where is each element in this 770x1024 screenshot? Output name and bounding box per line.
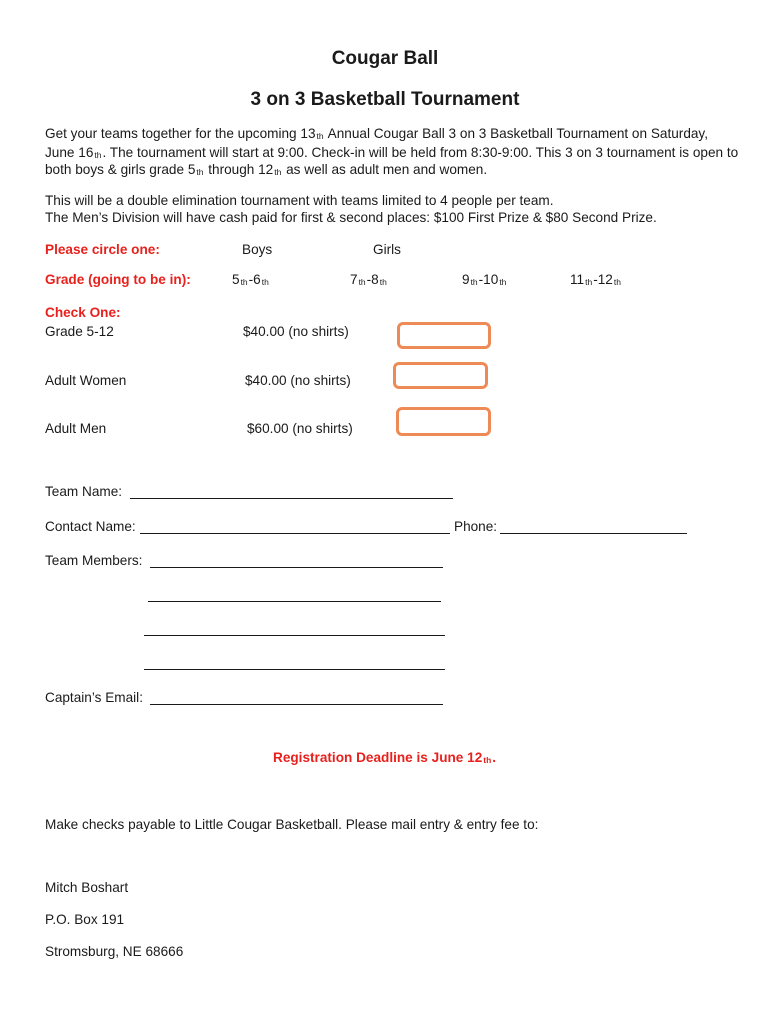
team-member-field-2[interactable] <box>148 601 441 602</box>
intro-line-2: June 16th. The tournament will start at 9:00. Check-in will be held from 8:30-9:00. This 3 on 3 tournament is open to <box>45 145 739 160</box>
option-girls[interactable]: Girls <box>373 242 401 257</box>
grade-option-5-6[interactable]: 5th-6th <box>232 272 269 287</box>
page-subtitle: 3 on 3 Basketball Tournament <box>250 89 520 110</box>
team-name-field[interactable] <box>130 498 453 499</box>
payment-instructions: Make checks payable to Little Cougar Basketball. Please mail entry & entry fee to: <box>45 817 539 832</box>
grade-option-11-12[interactable]: 11th-12th <box>570 272 621 287</box>
check-item-women-price: $40.00 (no shirts) <box>245 373 351 388</box>
check-item-men-price: $60.00 (no shirts) <box>247 421 353 436</box>
check-item-men-name: Adult Men <box>45 421 107 436</box>
team-member-field-3[interactable] <box>144 635 445 636</box>
team-member-field-1[interactable] <box>150 567 443 568</box>
checkbox-adult-men[interactable] <box>396 407 491 436</box>
page-title: Cougar Ball <box>331 48 439 69</box>
mail-city: Stromsburg, NE 68666 <box>45 944 184 959</box>
registration-deadline: Registration Deadline is June 12th. <box>273 750 497 765</box>
checkbox-grade-5-12[interactable] <box>397 322 491 349</box>
rules-line-2: The Men’s Division will have cash paid for first & second places: $100 First Prize & $80 Second Prize. <box>45 210 657 225</box>
captain-email-field[interactable] <box>150 704 443 705</box>
circle-label: Please circle one: <box>45 242 160 257</box>
mail-name: Mitch Boshart <box>45 880 129 895</box>
team-name-label: Team Name: <box>45 484 123 499</box>
grade-label: Grade (going to be in): <box>45 272 191 287</box>
team-members-label: Team Members: <box>45 553 143 568</box>
check-item-grade-price: $40.00 (no shirts) <box>243 324 349 339</box>
grade-option-9-10[interactable]: 9th-10th <box>462 272 507 287</box>
rules-line-1: This will be a double elimination tournament with teams limited to 4 people per team. <box>45 193 554 208</box>
option-boys[interactable]: Boys <box>242 242 273 257</box>
mail-po-box: P.O. Box 191 <box>45 912 125 927</box>
phone-field[interactable] <box>500 533 687 534</box>
checkbox-adult-women[interactable] <box>393 362 488 389</box>
contact-name-label: Contact Name: <box>45 519 136 534</box>
phone-label: Phone: <box>454 519 498 534</box>
check-one-label: Check One: <box>45 305 121 320</box>
contact-name-field[interactable] <box>140 533 450 534</box>
grade-option-7-8[interactable]: 7th-8th <box>350 272 387 287</box>
intro-line-1: Get your teams together for the upcoming 13th Annual Cougar Ball 3 on 3 Basketball Tournament on Saturday, <box>45 126 709 141</box>
captain-email-label: Captain’s Email: <box>45 690 143 705</box>
intro-line-3: both boys & girls grade 5th through 12th as well as adult men and women. <box>45 162 488 177</box>
check-item-women-name: Adult Women <box>45 373 127 388</box>
team-member-field-4[interactable] <box>144 669 445 670</box>
check-item-grade-name: Grade 5-12 <box>45 324 114 339</box>
